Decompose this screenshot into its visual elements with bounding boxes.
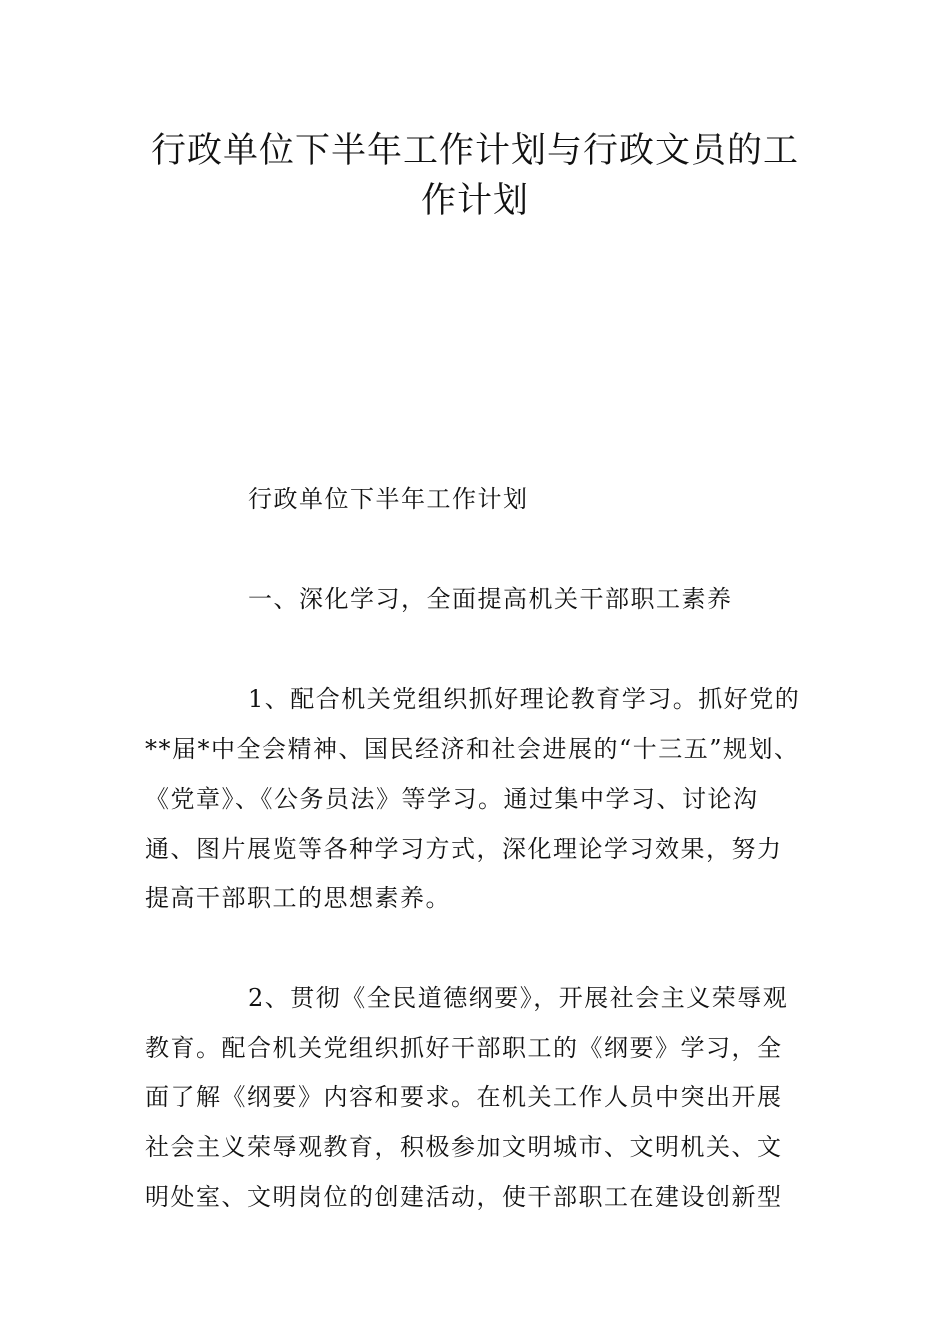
paragraph-2-line-4: 社会主义荣辱观教育，积极参加文明城市、文明机关、文 [145, 1133, 783, 1161]
paragraph-2-line-2: 教育。配合机关党组织抓好干部职工的《纲要》学习，全 [145, 1034, 783, 1062]
paragraph-1-line-5: 提高干部职工的思想素养。 [145, 884, 451, 912]
paragraph-2-line-5: 明处室、文明岗位的创建活动，使干部职工在建设创新型 [145, 1183, 783, 1211]
title-line-2: 作计划 [420, 181, 529, 221]
paragraph-1-line-1: 1、配合机关党组织抓好理论教育学习。抓好党的 [248, 685, 801, 713]
heading-1: 一、深化学习，全面提高机关干部职工素养 [248, 585, 733, 613]
paragraph-1-line-3: 《党章》、《公务员法》等学习。通过集中学习、讨论沟 [145, 785, 759, 813]
paragraph-2-line-3: 面了解《纲要》内容和要求。在机关工作人员中突出开展 [145, 1083, 783, 1111]
section-title: 行政单位下半年工作计划 [248, 485, 529, 513]
paragraph-2-line-1: 2、贯彻《全民道德纲要》，开展社会主义荣辱观 [248, 984, 789, 1012]
paragraph-1-line-4: 通、图片展览等各种学习方式，深化理论学习效果，努力 [145, 835, 783, 863]
document-title [120, 126, 830, 226]
paragraph-1-line-2: **届*中全会精神、国民经济和社会进展的“十三五”规划、 [145, 735, 800, 763]
title-line-1: 行政单位下半年工作计划与行政文员的工 [150, 131, 799, 171]
